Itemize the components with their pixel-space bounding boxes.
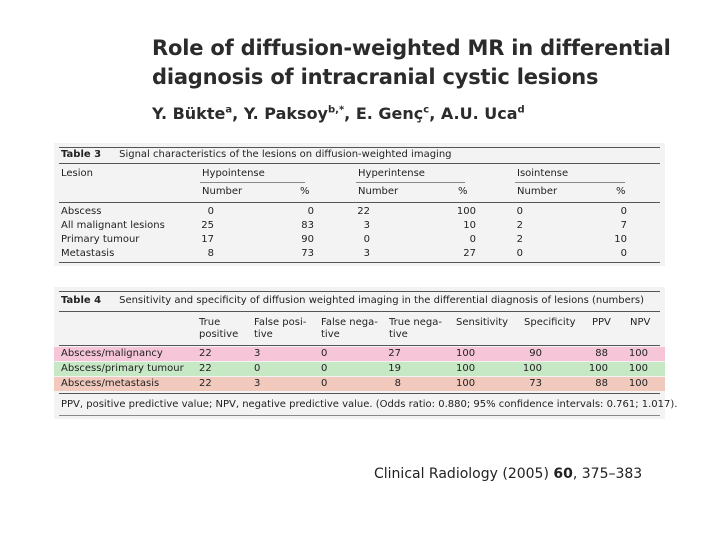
cell-value: 100 xyxy=(628,348,648,359)
column-header xyxy=(254,317,306,341)
cell-value: 2 xyxy=(516,220,523,231)
column-header xyxy=(389,317,442,341)
subheader-percent: % xyxy=(616,186,626,197)
table-rule xyxy=(59,163,660,164)
author-affiliation: b,* xyxy=(327,104,345,116)
paper-title xyxy=(152,34,712,92)
table-rule xyxy=(59,202,660,203)
cell-value: 22 xyxy=(199,348,212,359)
table-label: Table 3 xyxy=(61,149,102,160)
column-header: NPV xyxy=(630,317,651,328)
header-line: tive xyxy=(254,329,273,340)
cell-value: 100 xyxy=(628,363,648,374)
cell-value: 0 xyxy=(620,206,627,217)
table-footnote: PPV, positive predictive value; NPV, negative predictive value. (Odds ratio: 0.880; 95% confidence intervals: 0.761; 1.017). xyxy=(61,399,678,410)
cell-value: 0 xyxy=(321,363,328,374)
subheader-percent: % xyxy=(300,186,310,197)
author-name: Y. Bükte xyxy=(152,104,226,123)
cell-value: 0 xyxy=(254,363,261,374)
cell-value: 100 xyxy=(588,363,608,374)
cell-value: 2 xyxy=(516,234,523,245)
cell-value: 88 xyxy=(595,348,608,359)
cell-value: 0 xyxy=(321,348,328,359)
table-caption xyxy=(61,149,452,160)
author-affiliation: c xyxy=(423,104,430,116)
author-name: A.U. Uca xyxy=(440,104,518,123)
header-line: False nega- xyxy=(321,317,378,328)
row-label: Primary tumour xyxy=(61,234,140,245)
table-rule xyxy=(59,311,660,312)
cell-value: 27 xyxy=(463,248,476,259)
header-line: positive xyxy=(199,329,239,340)
table-caption-text: Sensitivity and specificity of diffusion weighted imaging in the differential diagnosis of lesions (numbers) xyxy=(119,295,645,306)
row-label: Abscess/malignancy xyxy=(61,348,163,359)
cell-value: 8 xyxy=(207,248,214,259)
table-4 xyxy=(54,287,678,419)
cell-value: 100 xyxy=(456,348,476,359)
cell-value: 100 xyxy=(456,206,476,217)
cell-value: 0 xyxy=(307,206,314,217)
cell-value: 3 xyxy=(363,220,370,231)
cell-value: 90 xyxy=(529,348,542,359)
cell-value: 10 xyxy=(614,234,627,245)
journal-volume: 60 xyxy=(553,466,573,482)
cell-value: 22 xyxy=(357,206,370,217)
cell-value: 0 xyxy=(516,248,523,259)
column-header xyxy=(321,317,378,341)
cell-value: 17 xyxy=(201,234,214,245)
row-label: Abscess/primary tumour xyxy=(61,363,184,374)
cell-value: 0 xyxy=(620,248,627,259)
column-header: PPV xyxy=(592,317,611,328)
cell-value: 90 xyxy=(301,234,314,245)
cell-value: 19 xyxy=(388,363,401,374)
subheader-percent: % xyxy=(458,186,468,197)
citation: Clinical Radiology (2005) 60, 375–383 xyxy=(374,466,643,482)
cell-value: 25 xyxy=(201,220,214,231)
table-rule xyxy=(59,345,660,346)
row-label: Abscess xyxy=(61,206,102,217)
group-rule xyxy=(515,182,625,183)
header-line: tive xyxy=(389,329,408,340)
table-label: Table 4 xyxy=(61,295,102,306)
cell-value: 27 xyxy=(388,348,401,359)
cell-value: 0 xyxy=(469,234,476,245)
cell-value: 100 xyxy=(456,378,476,389)
column-group-header: Hyperintense xyxy=(358,168,425,179)
cell-value: 88 xyxy=(595,378,608,389)
column-group-header: Isointense xyxy=(517,168,569,179)
cell-value: 3 xyxy=(254,348,261,359)
author-name: E. Genç xyxy=(355,104,424,123)
title-line-2: diagnosis of intracranial cystic lesions xyxy=(152,65,599,89)
journal-pages: 375–383 xyxy=(581,466,643,482)
header-line: tive xyxy=(321,329,340,340)
header-line: False posi- xyxy=(254,317,307,328)
column-header: Lesion xyxy=(61,168,93,179)
author-affiliation: a xyxy=(225,104,233,116)
header-line: True xyxy=(199,317,221,328)
row-label: Abscess/metastasis xyxy=(61,378,160,389)
journal-name: Clinical Radiology (2005) xyxy=(374,466,549,482)
cell-value: 0 xyxy=(363,234,370,245)
table-rule xyxy=(59,415,660,416)
cell-value: 73 xyxy=(301,248,314,259)
subheader-number: Number xyxy=(358,186,399,197)
author-list: Y. Bükte$^a$, Y. Paksoy$^{b,*}$, E. Genç$^c$, A.U. Uca$^d$ xyxy=(152,104,525,123)
cell-value: 100 xyxy=(522,363,542,374)
cell-value: 22 xyxy=(199,363,212,374)
subheader-number: Number xyxy=(202,186,243,197)
cell-value: 3 xyxy=(254,378,261,389)
column-header: Specificity xyxy=(524,317,576,328)
column-header: Sensitivity xyxy=(456,317,509,328)
cell-value: 3 xyxy=(363,248,370,259)
column-group-header: Hypointense xyxy=(202,168,265,179)
cell-value: 100 xyxy=(628,378,648,389)
row-label: Metastasis xyxy=(61,248,115,259)
author-affiliation: d xyxy=(517,104,525,116)
cell-value: 83 xyxy=(301,220,314,231)
cell-value: 100 xyxy=(456,363,476,374)
cell-value: 7 xyxy=(620,220,627,231)
cell-value: 0 xyxy=(516,206,523,217)
table-rule xyxy=(59,291,660,292)
table-3 xyxy=(54,143,665,266)
author-name: Y. Paksoy xyxy=(243,104,328,123)
header-line: True nega- xyxy=(389,317,442,328)
cell-value: 0 xyxy=(321,378,328,389)
table-caption-text: Signal characteristics of the lesions on diffusion-weighted imaging xyxy=(119,149,452,160)
subheader-number: Number xyxy=(517,186,558,197)
cell-value: 22 xyxy=(199,378,212,389)
cell-value: 73 xyxy=(529,378,542,389)
table-rule xyxy=(59,393,660,394)
group-rule xyxy=(200,182,305,183)
column-header xyxy=(199,317,238,341)
row-label: All malignant lesions xyxy=(61,220,165,231)
group-rule xyxy=(356,182,465,183)
table-rule xyxy=(59,262,660,263)
table-caption xyxy=(61,295,644,306)
table-rule xyxy=(59,147,660,148)
title-line-1: Role of diffusion-weighted MR in differential xyxy=(152,36,671,60)
cell-value: 8 xyxy=(394,378,401,389)
cell-value: 10 xyxy=(463,220,476,231)
cell-value: 0 xyxy=(207,206,214,217)
